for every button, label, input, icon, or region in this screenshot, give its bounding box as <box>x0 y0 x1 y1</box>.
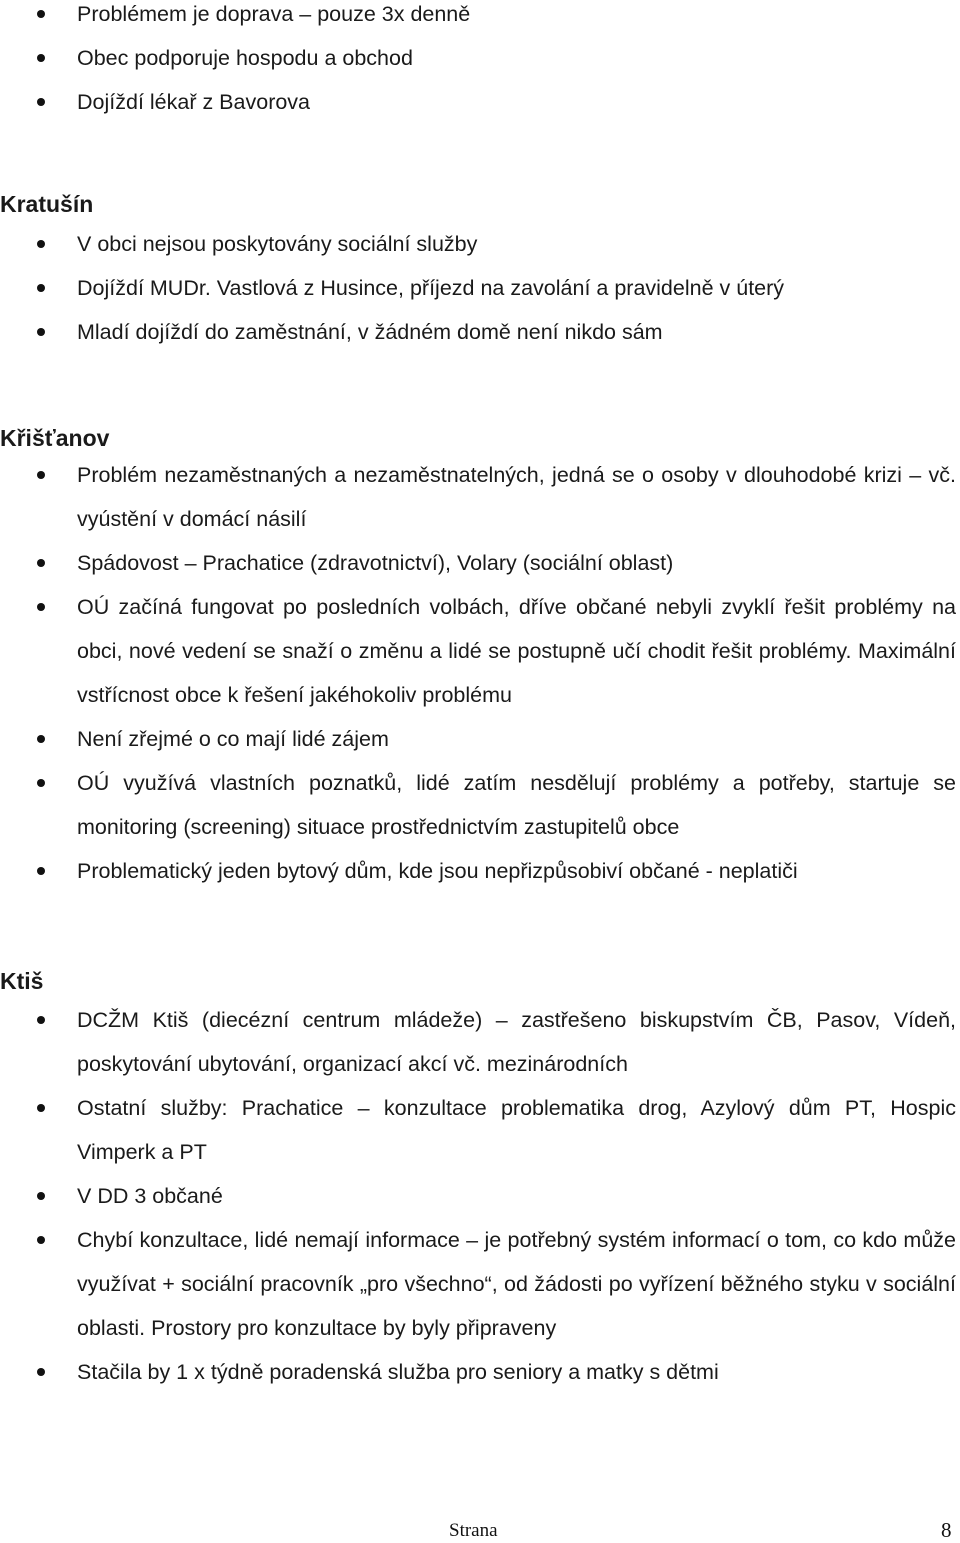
list-item: Ostatní služby: Prachatice – konzultace problematika drog, Azylový dům PT, Hospic Vimperk a PT <box>0 1086 960 1174</box>
list-item: Není zřejmé o co mají lidé zájem <box>0 717 960 761</box>
list-item: Problematický jeden bytový dům, kde jsou nepřizpůsobiví občané - neplatiči <box>0 849 960 893</box>
section-heading: Ktiš <box>0 968 44 994</box>
bullet-icon <box>37 54 45 62</box>
footer-page-label: Strana <box>449 1520 498 1541</box>
list-item: OÚ začíná fungovat po posledních volbách, dříve občané nebyli zvyklí řešit problémy na obci, nové vedení se snaží o změnu a lidé se postupně učí chodit řešit problémy. Maximální vstřícnost obce k řešení jakéhokoliv problému <box>0 585 960 717</box>
bullet-icon <box>37 1236 45 1244</box>
list-item: V obci nejsou poskytovány sociální služby <box>0 222 960 266</box>
section-heading: Křišťanov <box>0 425 110 451</box>
bullet-icon <box>37 10 45 18</box>
bullet-icon <box>37 98 45 106</box>
list-item: Spádovost – Prachatice (zdravotnictví), Volary (sociální oblast) <box>0 541 960 585</box>
list-item: Problémem je doprava – pouze 3x denně <box>0 0 960 36</box>
bullet-icon <box>37 1368 45 1376</box>
list-item: Stačila by 1 x týdně poradenská služba pro seniory a matky s dětmi <box>0 1350 960 1394</box>
bullet-list <box>0 0 960 124</box>
bullet-icon <box>37 328 45 336</box>
list-item: Mladí dojíždí do zaměstnání, v žádném domě není nikdo sám <box>0 310 960 354</box>
bullet-icon <box>37 735 45 743</box>
list-item: Obec podporuje hospodu a obchod <box>0 36 960 80</box>
list-item: Chybí konzultace, lidé nemají informace – je potřebný systém informací o tom, co kdo může využívat + sociální pracovník „pro všechno“, od žádosti po vyřízení běžného styku v sociální oblasti. Prostory pro konzultace by byly připraveny <box>0 1218 960 1350</box>
bullet-icon <box>37 1104 45 1112</box>
list-item: Dojíždí lékař z Bavorova <box>0 80 960 124</box>
footer-page-number: 8 <box>941 1518 952 1542</box>
bullet-list <box>0 222 960 354</box>
bullet-icon <box>37 603 45 611</box>
bullet-list <box>0 998 960 1394</box>
bullet-icon <box>37 867 45 875</box>
list-item: DCŽM Ktiš (diecézní centrum mládeže) – zastřešeno biskupstvím ČB, Pasov, Vídeň, poskytování ubytování, organizací akcí vč. mezinárodních <box>0 998 960 1086</box>
bullet-icon <box>37 1192 45 1200</box>
bullet-icon <box>37 779 45 787</box>
bullet-icon <box>37 284 45 292</box>
section-heading: Kratušín <box>0 191 94 217</box>
bullet-list <box>0 453 960 893</box>
list-item: OÚ využívá vlastních poznatků, lidé zatím nesdělují problémy a potřeby, startuje se monitoring (screening) situace prostřednictvím zastupitelů obce <box>0 761 960 849</box>
bullet-icon <box>37 240 45 248</box>
bullet-icon <box>37 559 45 567</box>
list-item: V DD 3 občané <box>0 1174 960 1218</box>
bullet-icon <box>37 471 45 479</box>
list-item: Dojíždí MUDr. Vastlová z Husince, příjezd na zavolání a pravidelně v úterý <box>0 266 960 310</box>
bullet-icon <box>37 1016 45 1024</box>
list-item: Problém nezaměstnaných a nezaměstnatelných, jedná se o osoby v dlouhodobé krizi – vč. vyústění v domácí násilí <box>0 453 960 541</box>
